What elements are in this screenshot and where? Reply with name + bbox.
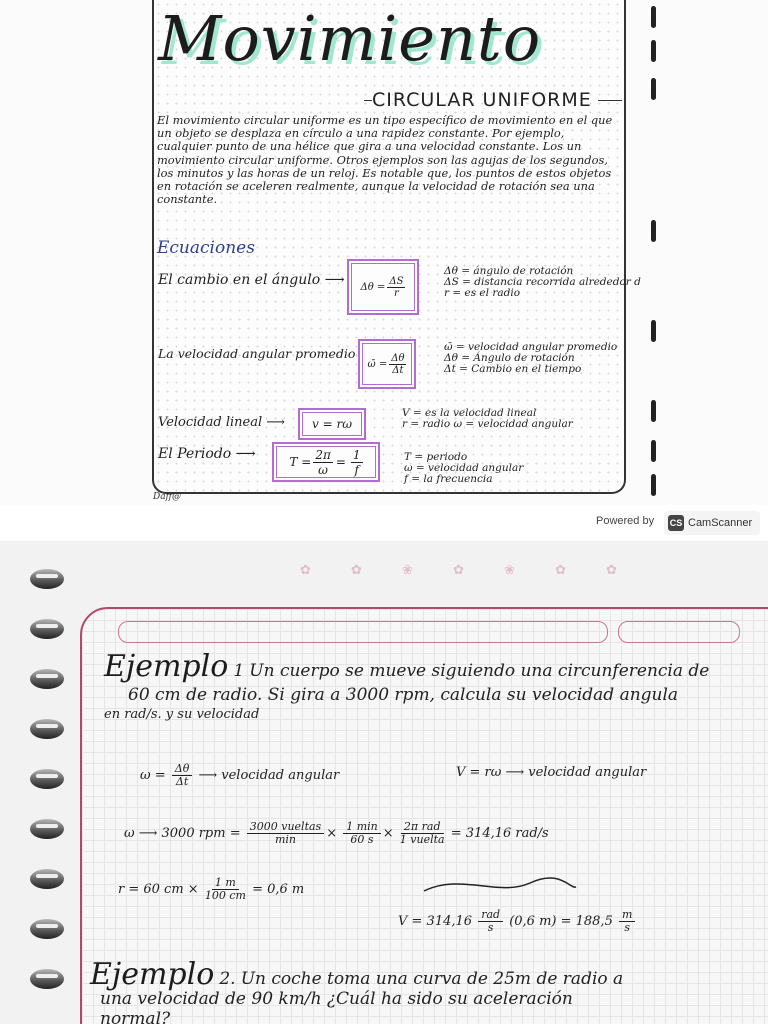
subtitle: CIRCULAR UNIFORME (372, 89, 592, 111)
camscanner-logo-icon: CS (668, 515, 684, 531)
definition-list: V = es la velocidad lineal r = radio ω = velocidad angular (402, 407, 573, 430)
example-2-statement: normal? (100, 1009, 171, 1024)
example-2-heading: Ejemplo 2. Un coche toma una curva de 25m de radio a (90, 957, 624, 992)
definition-list: T = periodo ω = velocidad angular f = la frecuencia (404, 451, 524, 485)
camscanner-brand: CamScanner (688, 517, 753, 529)
camscanner-badge (664, 511, 760, 535)
spiral-ring (30, 969, 64, 989)
rpm-conversion: ω ⟶ 3000 rpm = 3000 vueltas min × 1 min 60 s × 2π rad 1 vuelta = 314,16 rad/s (124, 820, 549, 846)
binder-ring (651, 474, 656, 496)
fraction: $\frac{\Delta\theta}{\Delta t}$ (391, 352, 405, 376)
notebook-page-1 (0, 0, 768, 505)
formula-box: T = $\frac{2\pi}{\omega}$ = $\frac{1}{f}$ (272, 442, 380, 482)
binder-ring (651, 320, 656, 342)
example-1-statement: en rad/s. y su velocidad (104, 707, 260, 722)
angular-velocity-formula: ω = $\frac{\Delta\theta}{\Delta t}$ ⟶ velocidad angular (140, 762, 340, 788)
spiral-ring (30, 669, 64, 689)
powered-by-text: Powered by (596, 515, 655, 527)
flower-doodles: ✿ ✿ ❀ ✿ ❀ ✿ ✿ (300, 563, 636, 578)
velocity-calculation: V = 314,16 rad s (0,6 m) = 188,5 $\frac{m}{s}$ (398, 909, 637, 934)
curved-arrow-icon (420, 871, 580, 901)
linear-velocity-formula: V = rω ⟶ velocidad angular (456, 765, 647, 780)
equation-label: El Periodo ⟶ (158, 446, 256, 462)
subtitle-underline (364, 100, 372, 101)
definition-list: ω̄ = velocidad angular promedio Δθ = Ángulo de rotación Δt = Cambio en el tiempo (444, 341, 618, 375)
header-date-field (618, 621, 740, 643)
radius-conversion: r = 60 cm × $\frac{1 m}{100 cm}$ = 0,6 m (118, 876, 305, 902)
signature: Daff@ (153, 492, 181, 502)
binder-ring (651, 78, 656, 100)
fraction: $\frac{2\pi}{\omega}$ (315, 447, 331, 477)
equations-heading: Ecuaciones (157, 238, 255, 258)
header-field (118, 621, 608, 643)
definition-list: Δθ = ángulo de rotación ΔS = distancia recorrida alrededor d r = es el radio (444, 265, 641, 299)
equation-label: La velocidad angular promedio (158, 346, 356, 361)
equation-label: El cambio en el ángulo ⟶ (158, 272, 345, 288)
subtitle-underline (598, 100, 622, 101)
binder-ring (651, 440, 656, 462)
spiral-ring (30, 819, 64, 839)
binder-ring (651, 400, 656, 422)
formula-box: ω̄ = $\frac{\Delta\theta}{\Delta t}$ (358, 339, 416, 389)
fraction: $\frac{1}{f}$ (352, 447, 361, 477)
binder-ring (651, 220, 656, 242)
spiral-ring (30, 919, 64, 939)
equation-label: Velocidad lineal ⟶ (158, 415, 285, 430)
example-1-heading: Ejemplo 1 Un cuerpo se mueve siguiendo una circunferencia de (104, 649, 710, 684)
example-2-statement: una velocidad de 90 km/h ¿Cuál ha sido su aceleración (100, 989, 573, 1009)
page-title (158, 2, 558, 86)
formula-box: v = rω (298, 408, 366, 440)
intro-paragraph: El movimiento circular uniforme es un tipo específico de movimiento en el que un objeto se desplaza en círculo a una rapidez constante. Por ejemplo, cualquier punto de una hélice que gira a una velocidad constante. Los un movimiento circular uniforme. Otros ejemplos son las agujas de los segundos, los minutos y las horas de un reloj. Es notable que, los puntos de estos objetos en rotación se aceleren realmente, aunque la velocidad de rotación sea una constante. (157, 113, 613, 207)
spiral-ring (30, 619, 64, 639)
binder-ring (651, 40, 656, 62)
formula-box: Δθ = $\frac{\Delta S}{r}$ (347, 259, 419, 315)
spiral-ring (30, 569, 64, 589)
title-text: Movimiento (158, 2, 542, 75)
fraction: $\frac{\Delta S}{r}$ (389, 275, 404, 299)
camscanner-watermark (0, 505, 768, 541)
spiral-ring (30, 769, 64, 789)
subtitle-row (372, 88, 622, 112)
example-1-statement: 60 cm de radio. Si gira a 3000 rpm, calcula su velocidad angula (128, 685, 679, 705)
notebook-page-2 (0, 541, 768, 1024)
binder-ring (651, 6, 656, 28)
spiral-ring (30, 719, 64, 739)
spiral-ring (30, 869, 64, 889)
